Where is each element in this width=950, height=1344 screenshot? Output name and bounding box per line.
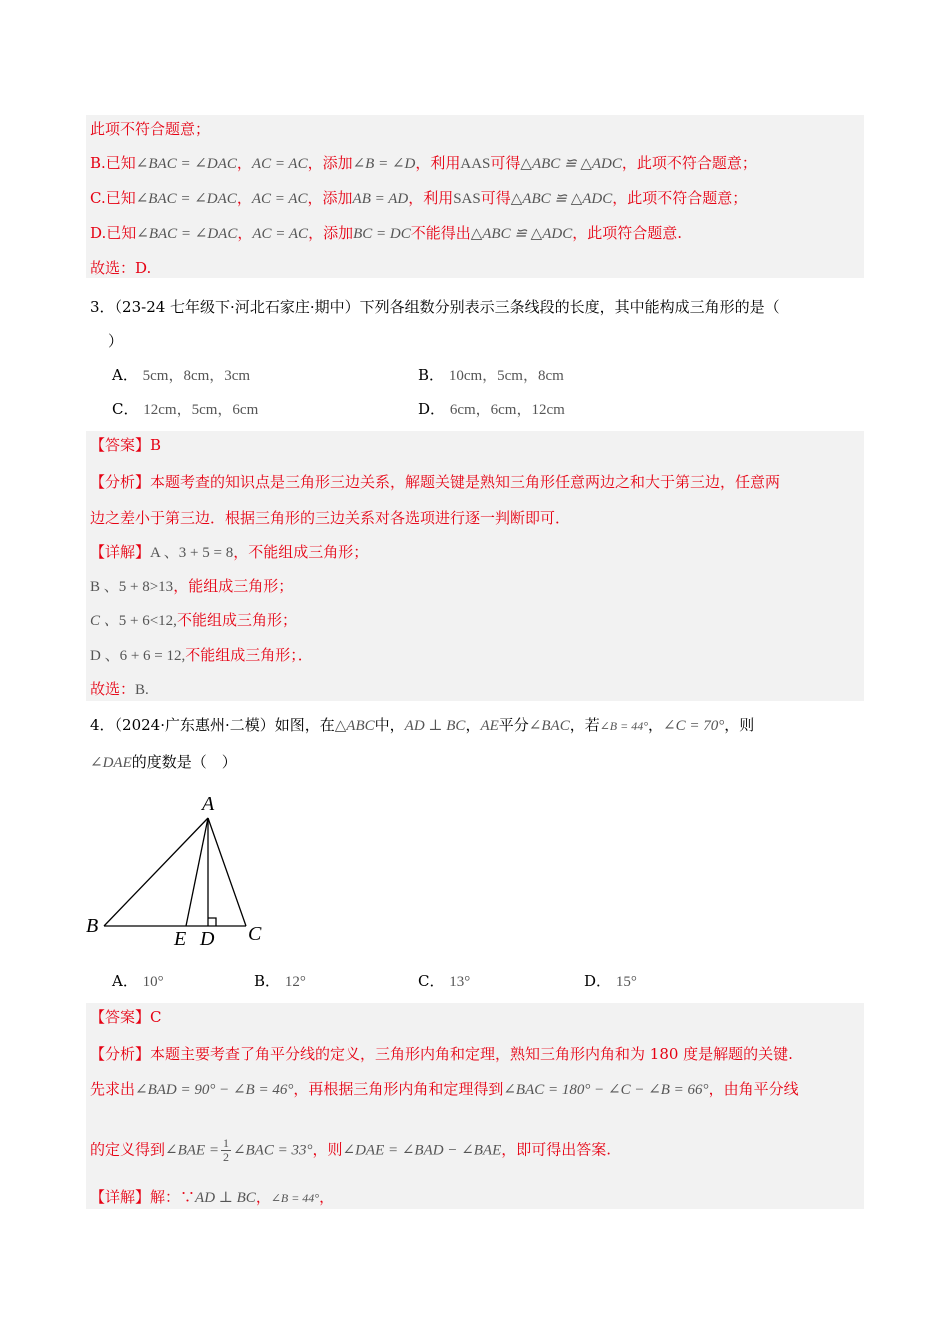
b1-line-c: C.已知∠BAC = ∠DAC，AC = AC，添加AB = AD，利用SAS可得△ABC ≌ △ADC，此项不符合题意； — [90, 189, 748, 207]
label-e: E — [174, 928, 187, 950]
q3-detail-c: C 、5 + 6<12,不能组成三角形； — [90, 611, 297, 629]
triangle-figure — [84, 788, 274, 950]
segment-ac — [208, 818, 246, 926]
q4-option-b: B． 12° — [254, 972, 306, 990]
q4-analysis-2: 先求出∠BAD = 90° − ∠B = 46°，再根据三角形内角和定理得到∠BAC = 180° − ∠C − ∠B = 66°，由角平分线 — [90, 1080, 799, 1098]
b1-line-d: D.已知∠BAC = ∠DAC，AC = AC，添加BC = DC不能得出△ABC ≌ △ADC，此项符合题意. — [90, 224, 682, 242]
q3-option-d: D． 6cm，6cm，12cm — [418, 400, 565, 418]
label-b: B — [86, 915, 99, 937]
q4-analysis-1: 【分析】本题主要考查了角平分线的定义，三角形内角和定理，熟知三角形内角和为 180 度是解题的关键. — [90, 1045, 793, 1063]
q3-answer: 【答案】B — [90, 436, 162, 454]
q4-option-c: C． 13° — [418, 972, 471, 990]
q3-option-a: A． 5cm，8cm，3cm — [112, 366, 251, 384]
q4-option-d: D． 15° — [584, 972, 637, 990]
b1-line-b: B.已知∠BAC = ∠DAC，AC = AC，添加∠B = ∠D，利用AAS可得△ABC ≌ △ADC，此项不符合题意； — [90, 154, 757, 172]
label-c: C — [248, 923, 262, 945]
q3-detail-d: D 、6 + 6 = 12,不能组成三角形；． — [90, 646, 313, 664]
b1-line-choice: 故选：D. — [90, 259, 152, 277]
label-d: D — [200, 928, 215, 950]
b1-line1: 此项不符合题意； — [90, 120, 211, 138]
right-angle-mark — [208, 918, 216, 926]
segment-ab — [104, 818, 208, 926]
q3-detail-a: 【详解】A 、3 + 5 = 8，不能组成三角形； — [90, 543, 369, 561]
q3-analysis-1: 【分析】本题考查的知识点是三角形三边关系，解题关键是熟知三角形任意两边之和大于第三边，任意两 — [90, 473, 781, 491]
q4-detail: 【详解】解：∵AD ⊥ BC，∠B = 44°， — [90, 1188, 335, 1206]
q4-answer: 【答案】C — [90, 1008, 162, 1026]
q3-option-b: B． 10cm，5cm，8cm — [418, 366, 564, 384]
q3-analysis-2: 边之差小于第三边．根据三角形的三边关系对各选项进行逐一判断即可． — [90, 509, 571, 527]
q4-stem-line1: 4．（2024·广东惠州·二模）如图，在△ABC中，AD ⊥ BC，AE平分∠BAC，若∠B = 44°，∠C = 70°，则 — [90, 716, 755, 734]
q3-stem-line1: 3．（23-24 七年级下·河北石家庄·期中）下列各组数分别表示三条线段的长度，其中能构成三角形的是（ — [90, 298, 780, 316]
q3-choice: 故选：B. — [90, 680, 149, 698]
q3-option-c: C． 12cm，5cm，6cm — [112, 400, 259, 418]
q4-solution-block — [86, 1003, 864, 1209]
q4-analysis-3: 的定义得到∠BAE = $\frac{1}{2}$ ∠BAC = 33°，则∠DAE = ∠BAD − ∠BAE，即可得出答案. — [90, 1136, 612, 1164]
segment-ae — [186, 818, 208, 926]
q3-stem-line2: ） — [108, 332, 124, 350]
q4-stem-line2: ∠DAE的度数是（ ） — [90, 753, 237, 771]
fraction-half: $\frac{1}{2}$ — [222, 1136, 229, 1164]
label-a: A — [202, 793, 215, 815]
q4-option-a: A． 10° — [112, 972, 164, 990]
q3-detail-b: B 、5 + 8>13，能组成三角形； — [90, 577, 294, 595]
